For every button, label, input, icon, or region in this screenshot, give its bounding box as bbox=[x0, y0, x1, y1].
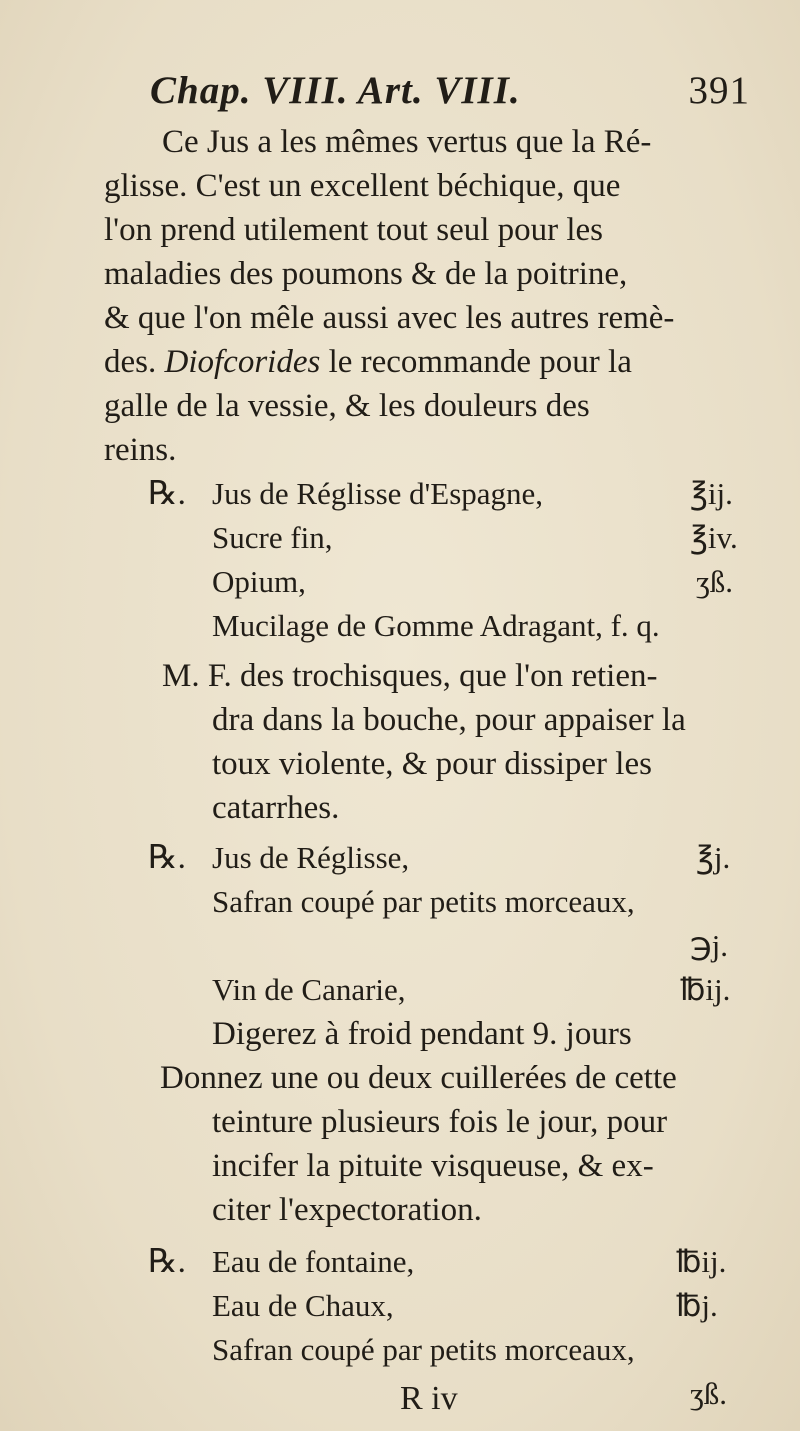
text-line: catarrhes. bbox=[212, 790, 340, 826]
text-line: Donnez une ou deux cuillerées de cette bbox=[160, 1060, 677, 1096]
ingredient: Mucilage de Gomme Adragant, f. q. bbox=[212, 608, 660, 643]
text-line: dra dans la bouche, pour appaiser la bbox=[212, 702, 686, 738]
ingredient: Eau de fontaine, bbox=[212, 1244, 415, 1279]
text-line: galle de la vessie, & les douleurs des bbox=[104, 388, 590, 424]
ingredient: Vin de Canarie, bbox=[212, 972, 406, 1007]
recipe-symbol: ℞. bbox=[148, 1244, 186, 1280]
signature-mark: R iv bbox=[400, 1380, 458, 1417]
ingredient: Jus de Réglisse d'Espagne, bbox=[212, 476, 544, 511]
text-line: toux violente, & pour dissiper les bbox=[212, 746, 652, 782]
ingredient-amount: ʒß. bbox=[690, 1376, 728, 1411]
chapter-title: Chap. VIII. Art. VIII. bbox=[150, 69, 521, 112]
ingredient: Sucre fin, bbox=[212, 520, 333, 555]
text-line: teinture plusieurs fois le jour, pour bbox=[212, 1104, 668, 1140]
ingredient-amount: ℈j. bbox=[690, 928, 729, 963]
ingredient-amount: ℔ij. bbox=[680, 972, 731, 1007]
ingredient: Opium, bbox=[212, 564, 306, 599]
text-line: & que l'on mêle aussi avec les autres remè- bbox=[104, 300, 675, 336]
text-line: citer l'expectoration. bbox=[212, 1192, 482, 1228]
recipe-symbol: ℞. bbox=[148, 476, 186, 512]
text-line: M. F. des trochisques, que l'on retien- bbox=[162, 658, 658, 694]
text-line: incifer la pituite visqueuse, & ex- bbox=[212, 1148, 654, 1184]
ingredient-amount: ℔ij. bbox=[676, 1244, 727, 1279]
ingredient: Eau de Chaux, bbox=[212, 1288, 394, 1323]
ingredient-amount: ℥iv. bbox=[690, 520, 738, 555]
ingredient: Jus de Réglisse, bbox=[212, 840, 410, 875]
text-line: Digerez à froid pendant 9. jours bbox=[212, 1016, 632, 1052]
ingredient-amount: ℔j. bbox=[676, 1288, 718, 1323]
page-number: 391 bbox=[688, 69, 750, 112]
author-name: Diofcorides bbox=[164, 344, 321, 380]
recipe-symbol: ℞. bbox=[148, 840, 186, 876]
ingredient: Safran coupé par petits morceaux, bbox=[212, 884, 635, 919]
text-line: glisse. C'est un excellent béchique, que bbox=[104, 168, 621, 204]
running-header bbox=[150, 68, 750, 118]
ingredient-amount: ʒß. bbox=[696, 564, 734, 599]
text-line: maladies des poumons & de la poitrine, bbox=[104, 256, 628, 292]
ingredient-amount: ℥ij. bbox=[690, 476, 733, 511]
ingredient: Safran coupé par petits morceaux, bbox=[212, 1332, 635, 1367]
text-line: des. Diofcorides le recommande pour la bbox=[104, 340, 756, 384]
text-line: reins. bbox=[104, 432, 177, 468]
text-line: Ce Jus a les mêmes vertus que la Ré- bbox=[162, 124, 652, 160]
text-line: l'on prend utilement tout seul pour les bbox=[104, 212, 604, 248]
ingredient-amount: ℥j. bbox=[696, 840, 731, 875]
